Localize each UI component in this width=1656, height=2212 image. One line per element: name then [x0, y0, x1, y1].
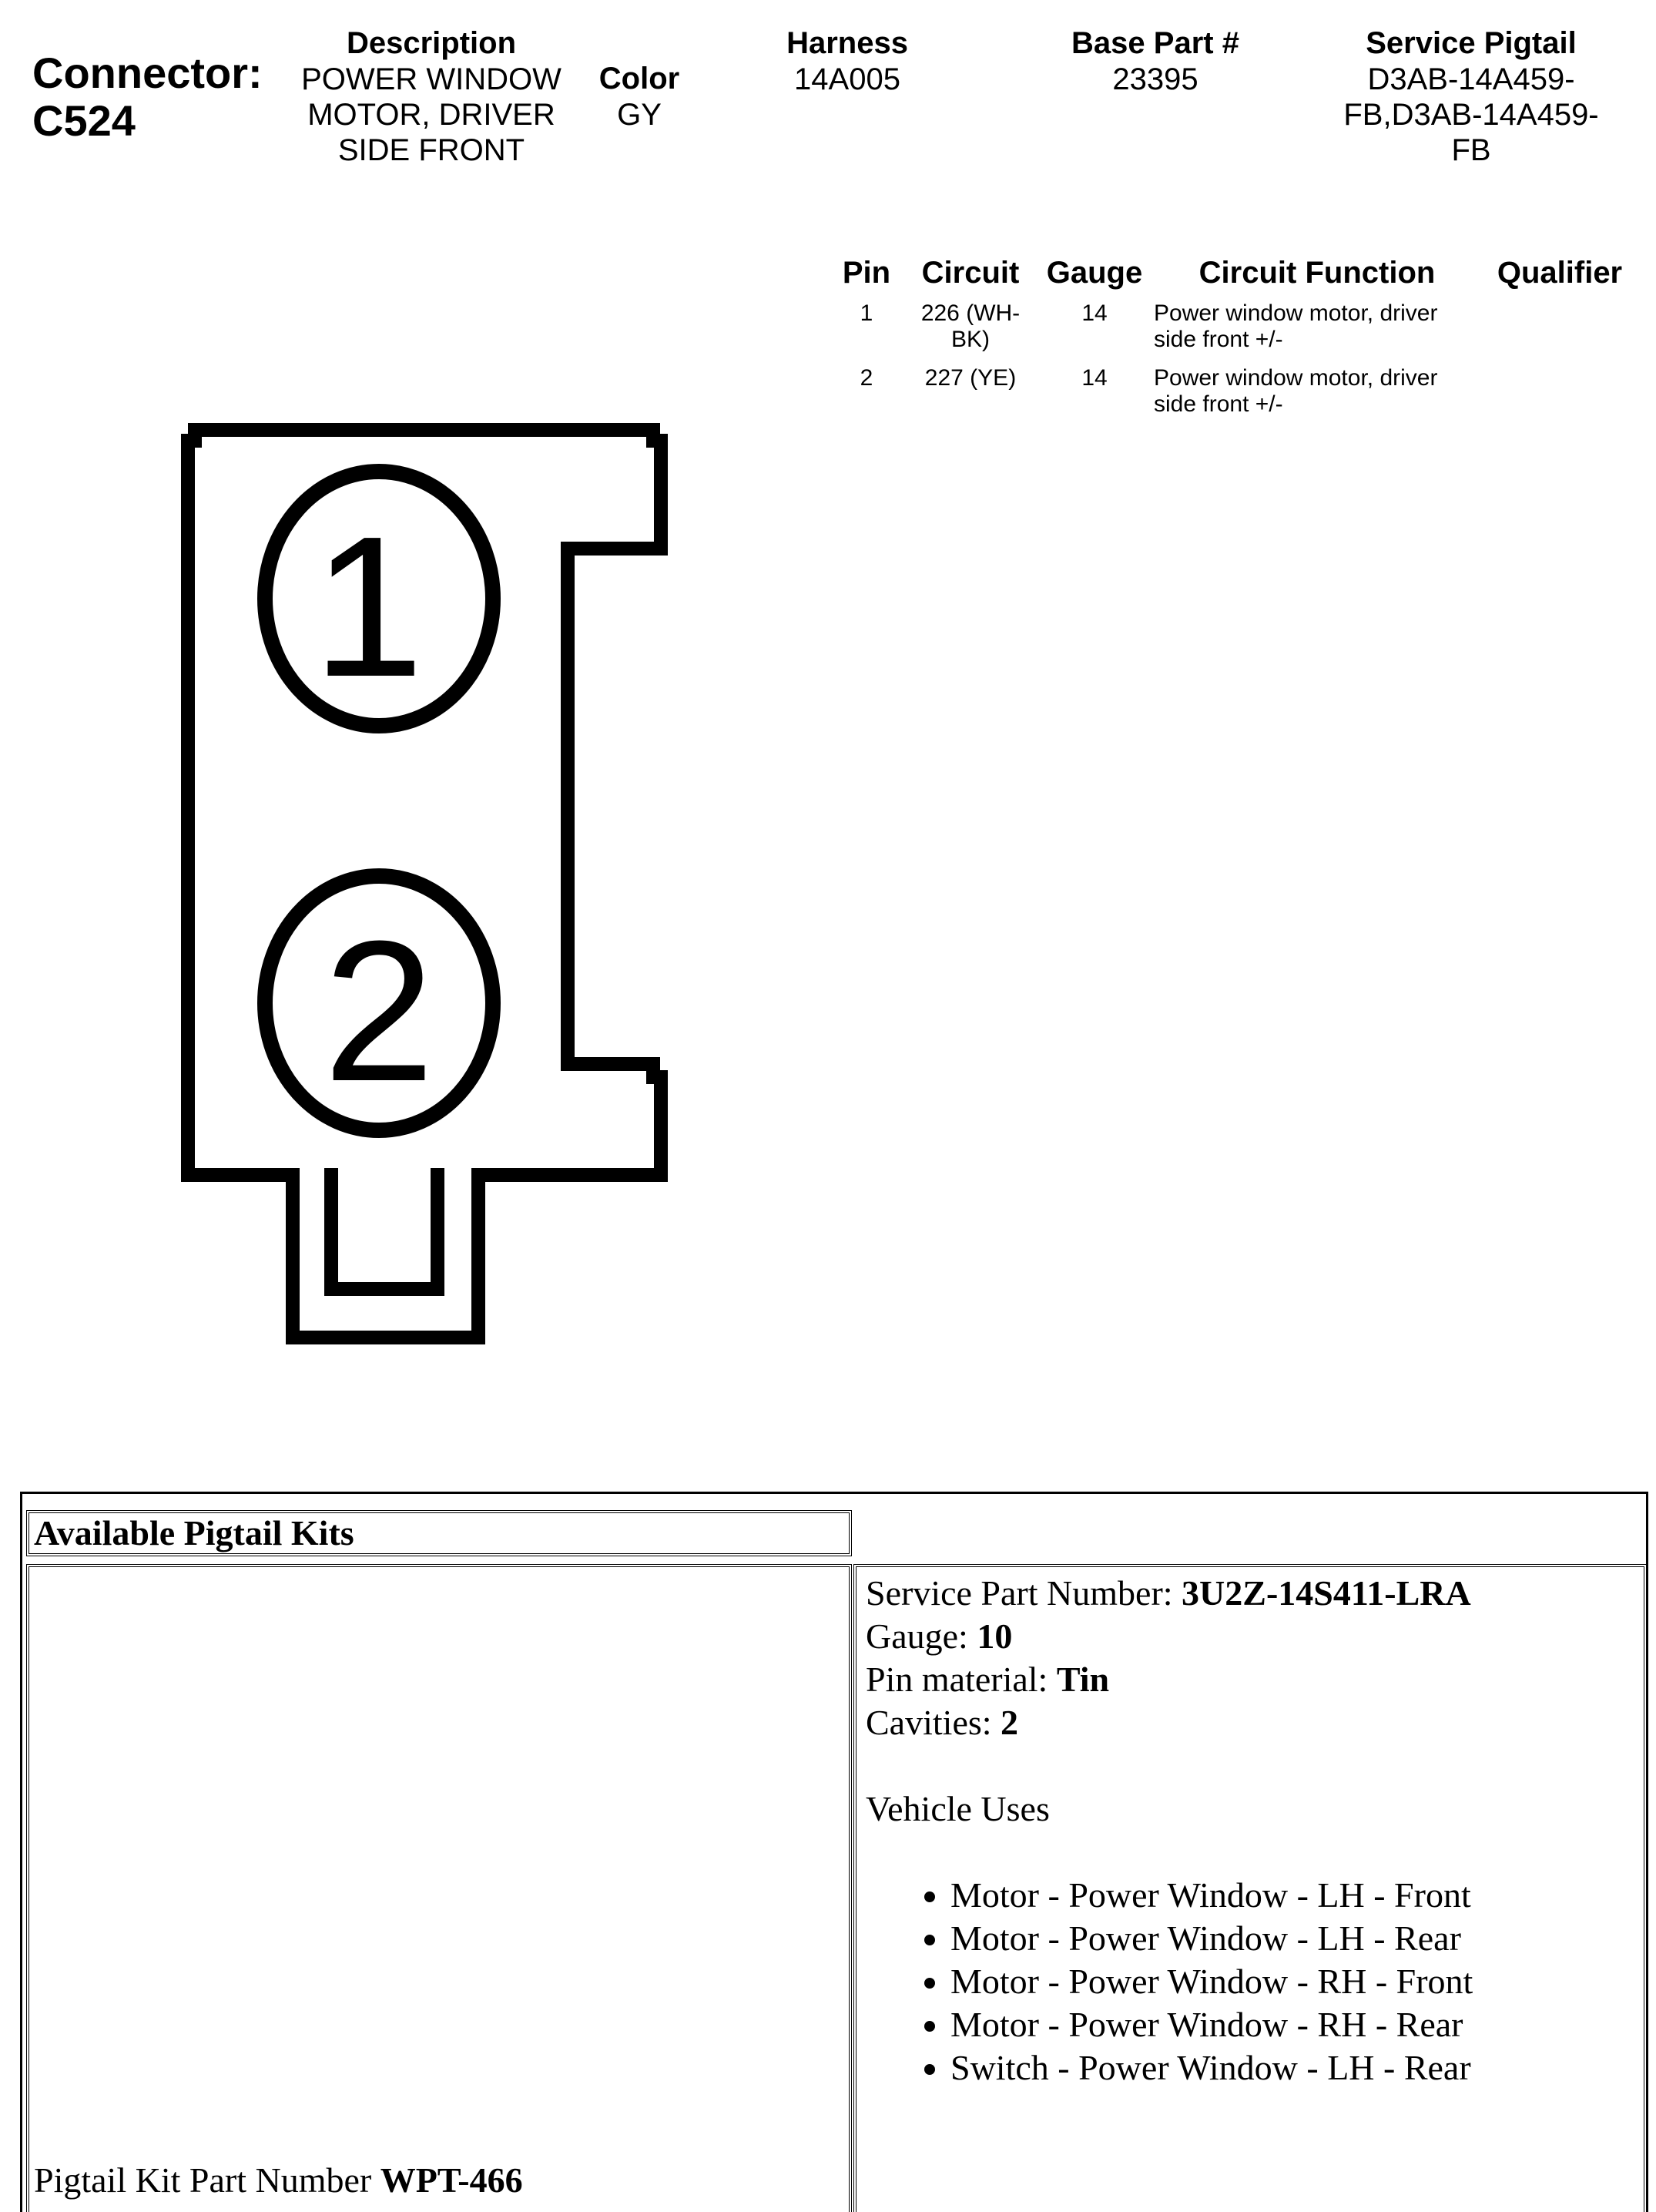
pin-table	[832, 254, 1648, 439]
pin-label-1: 1	[312, 495, 424, 719]
pigtail-kits-title: Available Pigtail Kits	[34, 1513, 354, 1552]
qualifier-header: Qualifier	[1497, 256, 1623, 290]
harness-label: Harness	[786, 26, 908, 60]
function-line: side front +/-	[1154, 327, 1283, 352]
color-label: Color	[598, 62, 680, 96]
service-part-value: 3U2Z-14S411-LRA	[1182, 1573, 1471, 1613]
list-item: • Motor - Power Window - LH - Front	[950, 1874, 1636, 1917]
service-pigtail-line: D3AB-14A459-	[1367, 62, 1575, 96]
cavities-line	[866, 1701, 1636, 1744]
gauge-cell: 14	[1081, 365, 1108, 391]
connector-latch	[331, 1175, 437, 1289]
function-line: side front +/-	[1154, 391, 1283, 417]
circuit-header: Circuit	[921, 256, 1020, 290]
gauge-label: Gauge:	[866, 1616, 977, 1656]
circuit-line: 226 (WH-	[920, 300, 1021, 326]
service-pigtail-line: FB,D3AB-14A459-	[1343, 98, 1599, 132]
connector-id: C524	[32, 96, 136, 145]
connector-diagram	[0, 0, 693, 1387]
pigtail-kit-part-number	[34, 2159, 523, 2202]
pin-material-label: Pin material:	[866, 1660, 1057, 1699]
gauge-cell: 14	[1081, 300, 1108, 326]
description-line: MOTOR, DRIVER	[307, 98, 555, 132]
list-item: • Motor - Power Window - LH - Rear	[950, 1917, 1636, 1960]
harness-column	[739, 25, 955, 97]
function-cell	[1154, 300, 1477, 353]
circuit-cell	[909, 300, 1032, 353]
circuit-line: 227 (YE)	[924, 365, 1017, 391]
pin-header: Pin	[842, 256, 891, 290]
color-value: GY	[617, 98, 662, 132]
circuit-cell	[909, 365, 1032, 391]
pin-number: 2	[860, 365, 873, 391]
service-pigtail-column	[1309, 25, 1633, 168]
connector-label: Connector:	[32, 49, 263, 97]
pin-material-line	[866, 1658, 1636, 1701]
pigtail-kits-title-cell	[26, 1510, 852, 1556]
pigtail-kit-part-value: WPT-466	[380, 2160, 523, 2200]
pigtail-kit-right-cell	[853, 1564, 1647, 2212]
service-pigtail-line: FB	[1451, 133, 1491, 167]
base-part-label: Base Part #	[1071, 26, 1239, 60]
pin-label-2: 2	[323, 900, 435, 1123]
function-line: Power window motor, driver	[1154, 365, 1438, 391]
vehicle-uses-list	[856, 1874, 1636, 2089]
list-item: • Switch - Power Window - LH - Rear	[950, 2046, 1636, 2089]
vehicle-uses-label: Vehicle Uses	[866, 1789, 1050, 1828]
cavities-label: Cavities:	[866, 1703, 1001, 1742]
pin-material-value: Tin	[1056, 1660, 1110, 1699]
pin-number: 1	[860, 300, 873, 326]
circuit-function-header: Circuit Function	[1198, 256, 1436, 290]
function-line: Power window motor, driver	[1154, 300, 1438, 326]
cavities-value: 2	[1001, 1703, 1019, 1742]
description-line: POWER WINDOW	[301, 62, 561, 96]
function-cell	[1154, 365, 1477, 418]
table-row	[832, 300, 1648, 356]
service-part-line	[866, 1572, 1636, 1615]
base-part-value: 23395	[1112, 62, 1198, 96]
gauge-value: 10	[977, 1616, 1013, 1656]
table-row	[832, 365, 1648, 421]
harness-value: 14A005	[794, 62, 900, 96]
list-item: • Motor - Power Window - RH - Rear	[950, 2003, 1636, 2046]
pigtail-kit-details	[866, 1572, 1636, 2089]
pigtail-kit-left-cell	[26, 1564, 852, 2212]
pigtail-kit-part-label: Pigtail Kit Part Number	[34, 2160, 380, 2200]
list-item: • Motor - Power Window - RH - Front	[950, 1960, 1636, 2003]
description-line: SIDE FRONT	[337, 133, 525, 167]
gauge-line	[866, 1615, 1636, 1658]
service-part-label: Service Part Number:	[866, 1573, 1182, 1613]
circuit-line: BK)	[950, 327, 990, 352]
gauge-header: Gauge	[1046, 256, 1143, 290]
description-label: Description	[346, 26, 517, 60]
base-part-column	[1032, 25, 1279, 97]
service-pigtail-label: Service Pigtail	[1366, 26, 1577, 60]
